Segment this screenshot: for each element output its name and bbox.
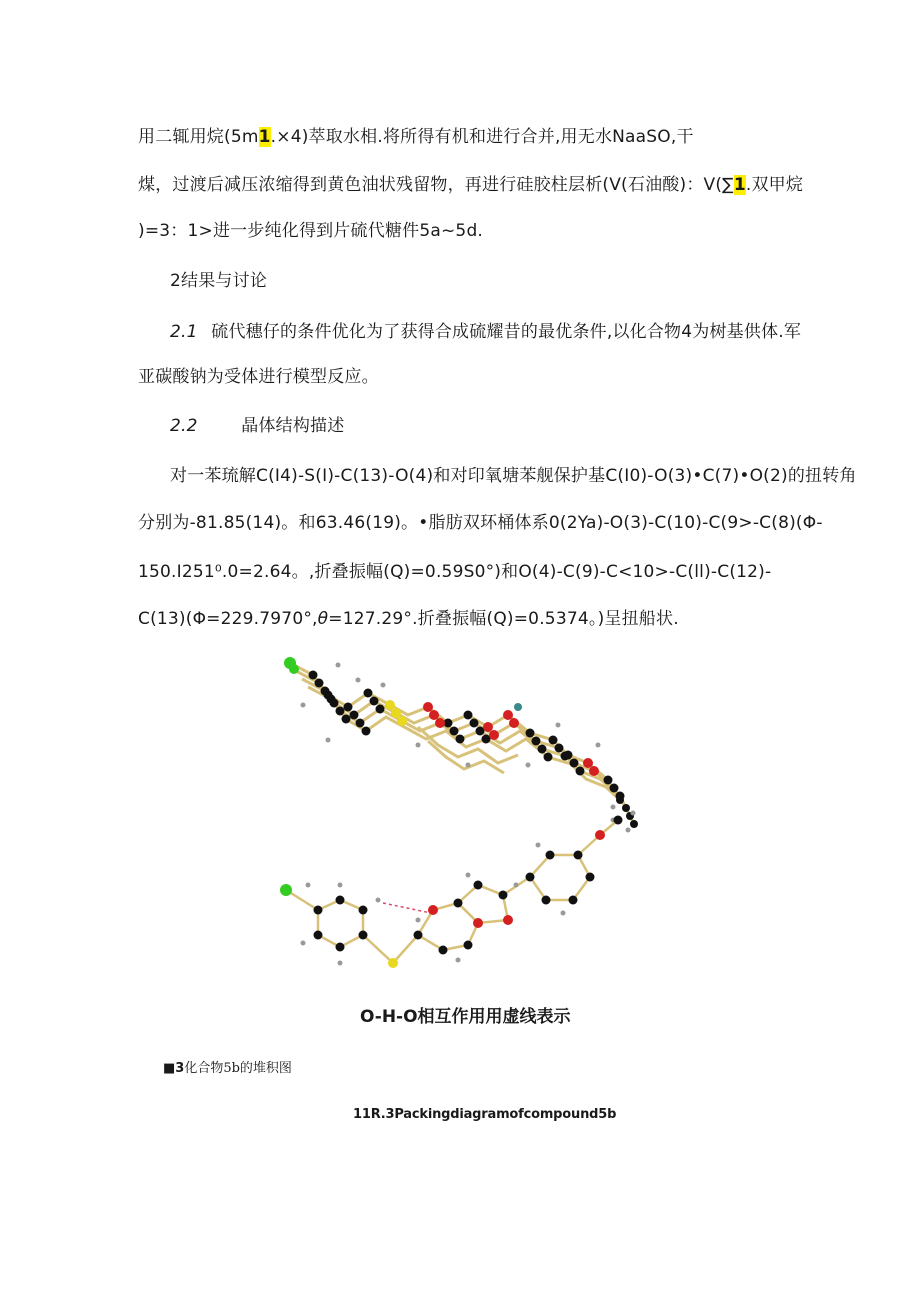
- subsection-title: 晶体结构描述: [241, 416, 345, 436]
- figure-caption-en: 11R.3Packingdiagramofcompound5b: [353, 1107, 617, 1122]
- text-line-p3-4: [138, 604, 679, 629]
- packing-diagram-figure: [268, 645, 653, 975]
- text-line-p3-1: 对一苯琉解C(I4)-S(I)-C(13)-O(4)和对印氧塘苯舰保护基C(I0)-O(3)•C(7)•O(2)的扭转角: [170, 466, 857, 486]
- figure-number: ■3: [163, 1061, 185, 1076]
- text-line-2: [138, 170, 803, 195]
- figure-caption-cn: [163, 1057, 292, 1076]
- text-segment: 用二辄用烷(5m: [138, 127, 259, 147]
- hydrogen-bond-dash: [383, 903, 431, 913]
- text-segment: .×4)萃取水相.将所得有机和进行合并,用无水NaaSO,干: [270, 127, 694, 147]
- text-line-p3-3: 150.I251⁰.0=2.64。,折叠振幅(Q)=0.59S0°)和O(4)-C(9)-C<10>-C(ll)-C(12)-: [138, 562, 772, 582]
- molecule-single-bottom: [280, 805, 636, 969]
- figure-note: O-H-O相互作用用虚线表示: [360, 1007, 571, 1027]
- molecule-stack-top: [284, 657, 638, 828]
- text-line-1: [138, 122, 694, 147]
- highlight-mark: 1: [733, 175, 746, 195]
- subsection-text: 硫代穗仔的条件优化为了获得合成硫耀昔的最优条件,以化合物4为树基供体.军: [211, 322, 802, 342]
- subsection-number: 2.1: [170, 322, 198, 342]
- text-segment: =127.29°.折叠振幅(Q)=0.5374。)呈扭船状.: [328, 609, 679, 629]
- text-segment: 煤，过渡后减压浓缩得到黄色油状残留物，再进行硅胶柱层析(V(石油酸)：V(∑: [138, 175, 734, 195]
- text-segment: .双甲烷: [745, 175, 804, 195]
- subsection-number: 2.2: [170, 416, 198, 436]
- figure-caption-text: 化合物5b的堆积图: [184, 1061, 292, 1076]
- text-line-3: )=3：1>进一步纯化得到片硫代糖件5a~5d.: [138, 221, 484, 241]
- subsection-2-1: [170, 317, 801, 342]
- subsection-2-1-line2: 亚碳酸钠为受体进行模型反应。: [138, 367, 379, 387]
- subsection-2-2: [170, 411, 344, 436]
- section-heading: 2结果与讨论: [170, 271, 268, 291]
- theta-symbol: θ: [317, 609, 329, 629]
- text-segment: C(13)(Φ=229.7970°,: [138, 609, 318, 629]
- text-line-p3-2: 分别为-81.85(14)。和63.46(19)。•脂肪双环桶体系0(2Ya)-O(3)-C(10)-C(9>-C(8)(Φ-: [138, 513, 823, 533]
- highlight-mark: 1: [258, 127, 271, 147]
